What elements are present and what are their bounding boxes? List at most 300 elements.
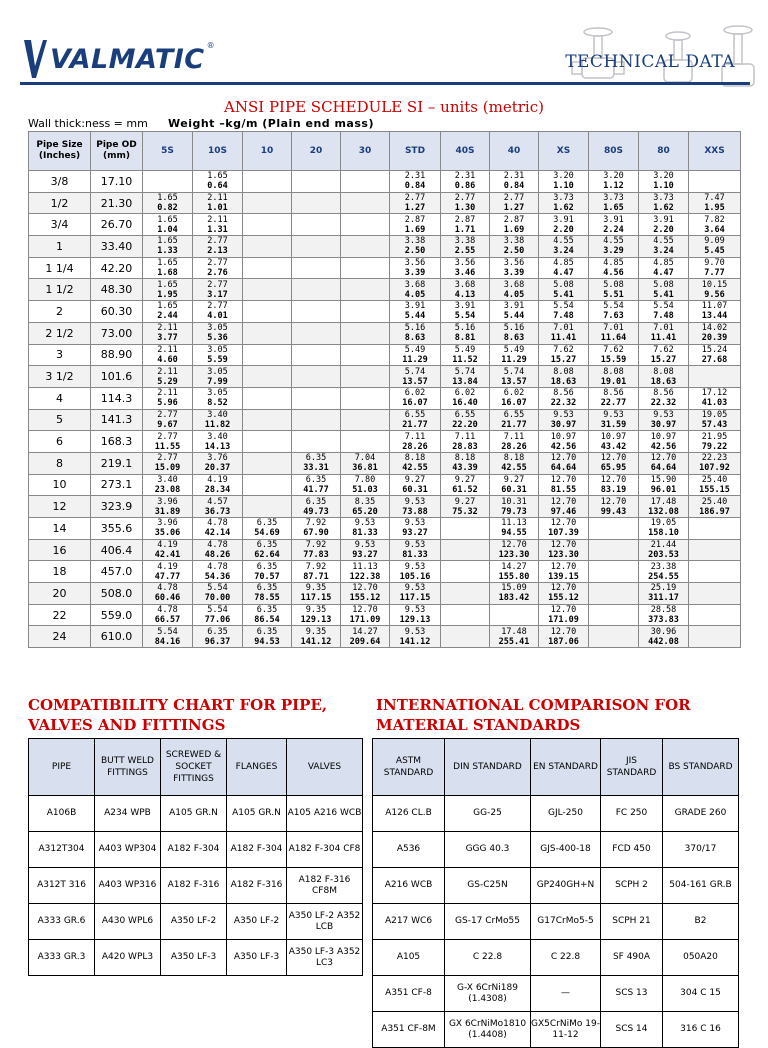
- schedule-cell: [341, 496, 390, 518]
- schedule-cell: [441, 236, 490, 258]
- wall-thickness-value: 2.77: [207, 236, 228, 247]
- schedule-cell: [341, 192, 390, 214]
- intl-cell: GRADE 260: [663, 796, 739, 832]
- schedule-cell: [390, 192, 441, 214]
- schedule-cell: [639, 496, 689, 518]
- weight-value: 1.95: [157, 289, 178, 300]
- schedule-cell: [143, 366, 193, 388]
- weight-value: 61.52: [452, 484, 478, 495]
- schedule-cell: [441, 192, 490, 214]
- weight-value: 28.26: [501, 441, 527, 452]
- weight-value: 3.77: [157, 333, 178, 344]
- schedule-cell: [292, 301, 341, 323]
- schedule-cell: [243, 518, 292, 540]
- wall-thickness-value: 7.62: [603, 344, 624, 355]
- wall-thickness-value: 3.40: [207, 409, 228, 420]
- pipe-od-cell: 73.00: [91, 322, 143, 344]
- schedule-cell: [539, 452, 589, 474]
- schedule-cell: [143, 279, 193, 301]
- compat-cell: A182 F-316: [161, 868, 227, 904]
- wall-thickness-value: 2.87: [503, 214, 525, 225]
- schedule-cell: [243, 387, 292, 409]
- schedule-cell: [639, 431, 689, 453]
- wall-thickness-value: 2.77: [157, 453, 178, 464]
- schedule-cell: [243, 322, 292, 344]
- schedule-cell: [441, 561, 490, 583]
- compat-chart-title: COMPATIBILITY CHART FOR PIPE, VALVES AND FITTINGS: [28, 696, 328, 734]
- weight-value: 2.44: [157, 311, 178, 322]
- schedule-cell: [441, 322, 490, 344]
- pipe-size-cell: 20: [29, 583, 91, 605]
- weight-value: 79.22: [701, 441, 728, 452]
- wall-thickness-value: 2.31: [503, 171, 525, 182]
- intl-cell: A105: [373, 940, 445, 976]
- pipe-size-cell: 1 1/2: [29, 279, 91, 301]
- schedule-cell: [589, 539, 639, 561]
- schedule-cell: [639, 583, 689, 605]
- schedule-cell: [639, 452, 689, 474]
- wall-thickness-value: 12.70: [550, 496, 577, 507]
- schedule-cell: [243, 474, 292, 496]
- wall-thickness-value: 19.05: [701, 409, 728, 420]
- schedule-cell: [292, 214, 341, 236]
- schedule-cell: [490, 236, 539, 258]
- schedule-cell: [292, 496, 341, 518]
- schedule-cell: [193, 322, 243, 344]
- pipe-od-cell: 26.70: [91, 214, 143, 236]
- wall-thickness-value: 8.08: [653, 366, 674, 377]
- schedule-cell: [143, 322, 193, 344]
- schedule-cell: [589, 604, 639, 626]
- wall-thickness-value: 3.96: [157, 496, 178, 507]
- schedule-cell: [193, 171, 243, 193]
- weight-value: 1.04: [157, 224, 178, 235]
- weight-value: 2.55: [454, 246, 476, 257]
- schedule-cell: [639, 322, 689, 344]
- weight-value: 16.07: [501, 398, 527, 409]
- weight-value: 1.27: [503, 203, 525, 214]
- wall-thickness-value: 3.56: [454, 258, 476, 269]
- schedule-cell: [689, 474, 741, 496]
- compat-cell: A312T 316: [29, 868, 95, 904]
- schedule-cell: [589, 561, 639, 583]
- wall-thickness-value: 7.11: [503, 431, 525, 442]
- weight-value: 1.12: [603, 181, 624, 192]
- weight-value: 9.67: [157, 419, 178, 430]
- schedule-cell: [539, 583, 589, 605]
- weight-value: 8.81: [454, 333, 476, 344]
- wall-thickness-value: 9.53: [404, 561, 426, 572]
- intl-cell: 316 C 16: [663, 1012, 739, 1048]
- schedule-cell: [689, 583, 741, 605]
- schedule-cell: [490, 301, 539, 323]
- wall-thickness-value: 7.01: [653, 323, 674, 334]
- weight-value: 62.64: [254, 550, 280, 561]
- intl-cell: FCD 450: [601, 832, 663, 868]
- schedule-cell: [341, 518, 390, 540]
- table-row: [29, 583, 741, 605]
- schedule-cell: [193, 452, 243, 474]
- wall-thickness-value: 2.11: [157, 344, 178, 355]
- wall-thickness-value: 5.16: [503, 323, 525, 334]
- wall-thickness-value: 3.20: [653, 171, 674, 182]
- wall-thickness-value: 9.53: [603, 409, 624, 420]
- schedule-cell: [490, 344, 539, 366]
- weight-value: 107.92: [699, 463, 730, 474]
- weight-value: 2.50: [404, 246, 426, 257]
- schedule-cell: [639, 236, 689, 258]
- weight-value: 51.03: [352, 484, 378, 495]
- schedule-cell: [490, 409, 539, 431]
- wall-thickness-value: 12.70: [550, 626, 577, 637]
- weight-value: 4.05: [404, 289, 426, 300]
- weight-value: 141.12: [300, 636, 332, 647]
- wall-thickness-value: 9.27: [454, 496, 476, 507]
- schedule-cell: [143, 236, 193, 258]
- pipe-od-cell: 33.40: [91, 236, 143, 258]
- table-row: [29, 301, 741, 323]
- compat-col-header: VALVES: [287, 739, 363, 796]
- wall-thickness-value: 4.78: [207, 518, 228, 529]
- wall-thickness-value: 3.20: [553, 171, 574, 182]
- wall-thickness-value: 25.40: [701, 496, 728, 507]
- weight-value: 43.42: [600, 441, 627, 452]
- technical-data-label: TECHNICAL DATA: [565, 52, 735, 72]
- compat-cell: A403 WP304: [95, 832, 161, 868]
- col-header-schedule: 80: [639, 132, 689, 171]
- weight-value: 5.44: [404, 311, 426, 322]
- col-header-schedule: 40S: [441, 132, 490, 171]
- schedule-cell: [539, 626, 589, 648]
- wall-thickness-value: 22.23: [701, 453, 728, 464]
- wall-thickness-value: 6.35: [256, 626, 278, 637]
- weight-value: 155.80: [498, 571, 530, 582]
- wall-thickness-note: Wall thick:ness = mm: [28, 117, 148, 130]
- weight-value: 20.39: [701, 333, 728, 344]
- compat-col-header: FLANGES: [227, 739, 287, 796]
- schedule-cell: [539, 604, 589, 626]
- wall-thickness-value: 8.56: [653, 388, 674, 399]
- intl-cell: —: [531, 976, 601, 1012]
- wall-thickness-value: 8.18: [503, 453, 525, 464]
- wall-thickness-value: 9.35: [305, 626, 327, 637]
- weight-value: 129.13: [300, 615, 332, 626]
- wall-thickness-value: 7.62: [553, 344, 574, 355]
- weight-value: 4.56: [603, 268, 624, 279]
- schedule-cell: [441, 583, 490, 605]
- wall-thickness-value: 12.70: [600, 453, 627, 464]
- weight-value: 183.42: [498, 593, 530, 604]
- wall-thickness-value: 6.35: [305, 453, 327, 464]
- pipe-size-cell: 12: [29, 496, 91, 518]
- weight-value: 0.84: [503, 181, 525, 192]
- compat-cell: A105 GR.N: [161, 796, 227, 832]
- wall-thickness-value: 10.97: [550, 431, 577, 442]
- weight-value: 11.41: [650, 333, 677, 344]
- pipe-size-cell: 2 1/2: [29, 322, 91, 344]
- wall-thickness-value: 6.35: [256, 540, 278, 551]
- pipe-size-cell: 8: [29, 452, 91, 474]
- schedule-cell: [441, 214, 490, 236]
- weight-value: 4.05: [503, 289, 525, 300]
- intl-cell: A351 CF-8M: [373, 1012, 445, 1048]
- intl-cell: SCS 13: [601, 976, 663, 1012]
- pipe-od-cell: 273.1: [91, 474, 143, 496]
- intl-cell: GX5CrNiMo 19-11-12: [531, 1012, 601, 1048]
- wall-thickness-value: 12.70: [550, 453, 577, 464]
- pipe-od-cell: 141.3: [91, 409, 143, 431]
- schedule-cell: [539, 322, 589, 344]
- weight-value: 3.17: [207, 289, 228, 300]
- wall-thickness-value: 11.13: [352, 561, 378, 572]
- schedule-cell: [390, 561, 441, 583]
- weight-value: 87.71: [303, 571, 329, 582]
- schedule-cell: [490, 518, 539, 540]
- wall-thickness-value: 4.78: [157, 605, 178, 616]
- weight-value: 23.08: [154, 484, 181, 495]
- wall-thickness-value: 3.73: [553, 193, 574, 204]
- wall-thickness-value: 1.65: [207, 171, 228, 182]
- weight-value: 171.09: [349, 615, 381, 626]
- wall-thickness-value: 2.11: [157, 323, 178, 334]
- wall-thickness-value: 4.78: [157, 583, 178, 594]
- compat-cell: A350 LF-2 A352 LCB: [287, 904, 363, 940]
- wall-thickness-value: 12.70: [600, 496, 627, 507]
- wall-thickness-value: 25.40: [701, 474, 728, 485]
- page-header: [0, 0, 768, 100]
- schedule-cell: [143, 257, 193, 279]
- weight-value: 60.31: [501, 484, 527, 495]
- intl-cell: A536: [373, 832, 445, 868]
- weight-value: 33.31: [303, 463, 329, 474]
- intl-col-header: ASTM STANDARD: [373, 739, 445, 796]
- schedule-cell: [490, 366, 539, 388]
- wall-thickness-value: 12.70: [550, 561, 577, 572]
- schedule-cell: [193, 236, 243, 258]
- compat-cell: A350 LF-3 A352 LC3: [287, 940, 363, 976]
- schedule-cell: [689, 279, 741, 301]
- wall-thickness-value: 3.40: [157, 474, 178, 485]
- wall-thickness-value: 7.01: [553, 323, 574, 334]
- schedule-cell: [243, 604, 292, 626]
- compat-cell: A333 GR.3: [29, 940, 95, 976]
- schedule-cell: [689, 604, 741, 626]
- wall-thickness-value: 8.56: [603, 388, 624, 399]
- weight-value: 4.47: [553, 268, 574, 279]
- wall-thickness-value: 2.11: [207, 214, 228, 225]
- col-header-schedule: STD: [390, 132, 441, 171]
- schedule-cell: [639, 539, 689, 561]
- wall-thickness-value: 12.70: [352, 583, 378, 594]
- schedule-cell: [243, 626, 292, 648]
- weight-value: 2.50: [503, 246, 525, 257]
- weight-value: 70.57: [254, 571, 280, 582]
- wall-thickness-value: 1.65: [157, 279, 178, 290]
- weight-value: 4.60: [157, 354, 178, 365]
- schedule-cell: [341, 561, 390, 583]
- schedule-cell: [341, 604, 390, 626]
- wall-thickness-value: 5.49: [503, 344, 525, 355]
- schedule-cell: [441, 604, 490, 626]
- weight-value: 20.37: [204, 463, 231, 474]
- wall-thickness-value: 15.09: [501, 583, 527, 594]
- schedule-cell: [441, 387, 490, 409]
- wall-thickness-value: 25.19: [650, 583, 677, 594]
- wall-thickness-value: 8.08: [553, 366, 574, 377]
- wall-thickness-value: 12.70: [600, 474, 627, 485]
- wall-thickness-value: 7.92: [305, 540, 327, 551]
- weight-value: 5.29: [157, 376, 178, 387]
- schedule-cell: [639, 561, 689, 583]
- wall-thickness-value: 3.68: [454, 279, 476, 290]
- wall-thickness-value: 2.31: [454, 171, 476, 182]
- schedule-cell: [143, 518, 193, 540]
- schedule-cell: [193, 539, 243, 561]
- schedule-cell: [490, 452, 539, 474]
- schedule-cell: [689, 322, 741, 344]
- schedule-cell: [639, 344, 689, 366]
- schedule-cell: [441, 496, 490, 518]
- weight-value: 5.41: [653, 289, 674, 300]
- schedule-cell: [539, 561, 589, 583]
- schedule-cell: [539, 387, 589, 409]
- wall-thickness-value: 2.77: [157, 409, 178, 420]
- wall-thickness-value: 9.27: [404, 474, 426, 485]
- compat-cell: A350 LF-2: [161, 904, 227, 940]
- schedule-cell: [143, 496, 193, 518]
- schedule-cell: [292, 626, 341, 648]
- weight-value: 94.55: [501, 528, 527, 539]
- wall-thickness-value: 3.91: [653, 214, 674, 225]
- pipe-size-cell: 2: [29, 301, 91, 323]
- schedule-cell: [292, 279, 341, 301]
- weight-value: 13.57: [501, 376, 527, 387]
- weight-value: 54.69: [254, 528, 280, 539]
- schedule-cell: [490, 214, 539, 236]
- schedule-cell: [193, 496, 243, 518]
- compat-cell: A350 LF-3: [161, 940, 227, 976]
- weight-value: 139.15: [548, 571, 579, 582]
- weight-value: 15.27: [550, 354, 577, 365]
- schedule-cell: [243, 539, 292, 561]
- compat-cell: A312T304: [29, 832, 95, 868]
- schedule-cell: [490, 387, 539, 409]
- weight-value: 187.06: [548, 636, 579, 647]
- schedule-cell: [490, 496, 539, 518]
- schedule-cell: [589, 626, 639, 648]
- header-rule: [20, 82, 750, 85]
- wall-thickness-value: 5.16: [454, 323, 476, 334]
- weight-value: 22.20: [452, 419, 478, 430]
- schedule-cell: [689, 214, 741, 236]
- wall-thickness-value: 4.55: [553, 236, 574, 247]
- weight-value: 15.59: [600, 354, 627, 365]
- wall-thickness-value: 6.35: [256, 561, 278, 572]
- weight-value: 3.24: [553, 246, 574, 257]
- pipe-od-cell: 219.1: [91, 452, 143, 474]
- wall-thickness-value: 4.85: [603, 258, 624, 269]
- wall-thickness-value: 6.35: [256, 518, 278, 529]
- col-header-schedule: 5S: [143, 132, 193, 171]
- intl-cell: 050A20: [663, 940, 739, 976]
- col-header-schedule: 20: [292, 132, 341, 171]
- schedule-cell: [390, 387, 441, 409]
- pipe-od-cell: 457.0: [91, 561, 143, 583]
- intl-cell: G17CrMo5-5: [531, 904, 601, 940]
- weight-value: 11.29: [501, 354, 527, 365]
- schedule-cell: [143, 214, 193, 236]
- compat-cell: A350 LF-2: [227, 904, 287, 940]
- schedule-cell: [689, 452, 741, 474]
- wall-thickness-value: 4.19: [207, 474, 228, 485]
- wall-thickness-value: 6.55: [404, 409, 426, 420]
- schedule-cell: [143, 344, 193, 366]
- pipe-od-cell: 48.30: [91, 279, 143, 301]
- wall-thickness-value: 9.53: [354, 518, 376, 529]
- pipe-size-cell: 24: [29, 626, 91, 648]
- table-row: [29, 496, 741, 518]
- schedule-cell: [143, 452, 193, 474]
- schedule-cell: [243, 257, 292, 279]
- table-row: [29, 322, 741, 344]
- weight-value: 155.15: [699, 484, 730, 495]
- schedule-cell: [639, 171, 689, 193]
- schedule-cell: [390, 322, 441, 344]
- compat-cell: A105 GR.N: [227, 796, 287, 832]
- intl-col-header: DIN STANDARD: [445, 739, 531, 796]
- weight-value: 79.73: [501, 506, 527, 517]
- wall-thickness-value: 4.78: [207, 561, 228, 572]
- schedule-cell: [341, 409, 390, 431]
- wall-thickness-value: 11.13: [501, 518, 527, 529]
- compat-cell: A182 F-316: [227, 868, 287, 904]
- schedule-cell: [589, 192, 639, 214]
- wall-thickness-value: 6.02: [404, 388, 426, 399]
- wall-thickness-value: 5.54: [157, 626, 178, 637]
- weight-value: 13.44: [701, 311, 728, 322]
- wall-thickness-value: 2.77: [207, 301, 228, 312]
- schedule-cell: [539, 366, 589, 388]
- pipe-schedule-title: ANSI PIPE SCHEDULE SI – units (metric): [224, 98, 544, 116]
- wall-thickness-value: 9.53: [653, 409, 674, 420]
- schedule-cell: [143, 387, 193, 409]
- weight-value: 5.44: [503, 311, 525, 322]
- compat-cell: A182 F-316 CF8M: [287, 868, 363, 904]
- wall-thickness-value: 7.01: [603, 323, 624, 334]
- wall-thickness-value: 4.78: [207, 540, 228, 551]
- schedule-cell: [390, 431, 441, 453]
- weight-value: 0.64: [207, 181, 228, 192]
- schedule-cell: [243, 583, 292, 605]
- schedule-cell: [390, 366, 441, 388]
- wall-thickness-value: 4.85: [653, 258, 674, 269]
- pipe-od-cell: 101.6: [91, 366, 143, 388]
- weight-value: 1.69: [503, 224, 525, 235]
- table-row: [29, 387, 741, 409]
- table-row: [29, 474, 741, 496]
- weight-value: 66.57: [154, 615, 181, 626]
- table-row: [29, 832, 363, 868]
- pipe-schedule-table: [28, 131, 741, 648]
- wall-thickness-value: 12.70: [501, 540, 527, 551]
- weight-value: 47.77: [154, 571, 181, 582]
- weight-value: 3.46: [454, 268, 476, 279]
- weight-value: 99.43: [600, 506, 627, 517]
- schedule-cell: [539, 518, 589, 540]
- pipe-od-cell: 17.10: [91, 171, 143, 193]
- wall-thickness-value: 9.35: [305, 583, 327, 594]
- wall-thickness-value: 5.08: [603, 279, 624, 290]
